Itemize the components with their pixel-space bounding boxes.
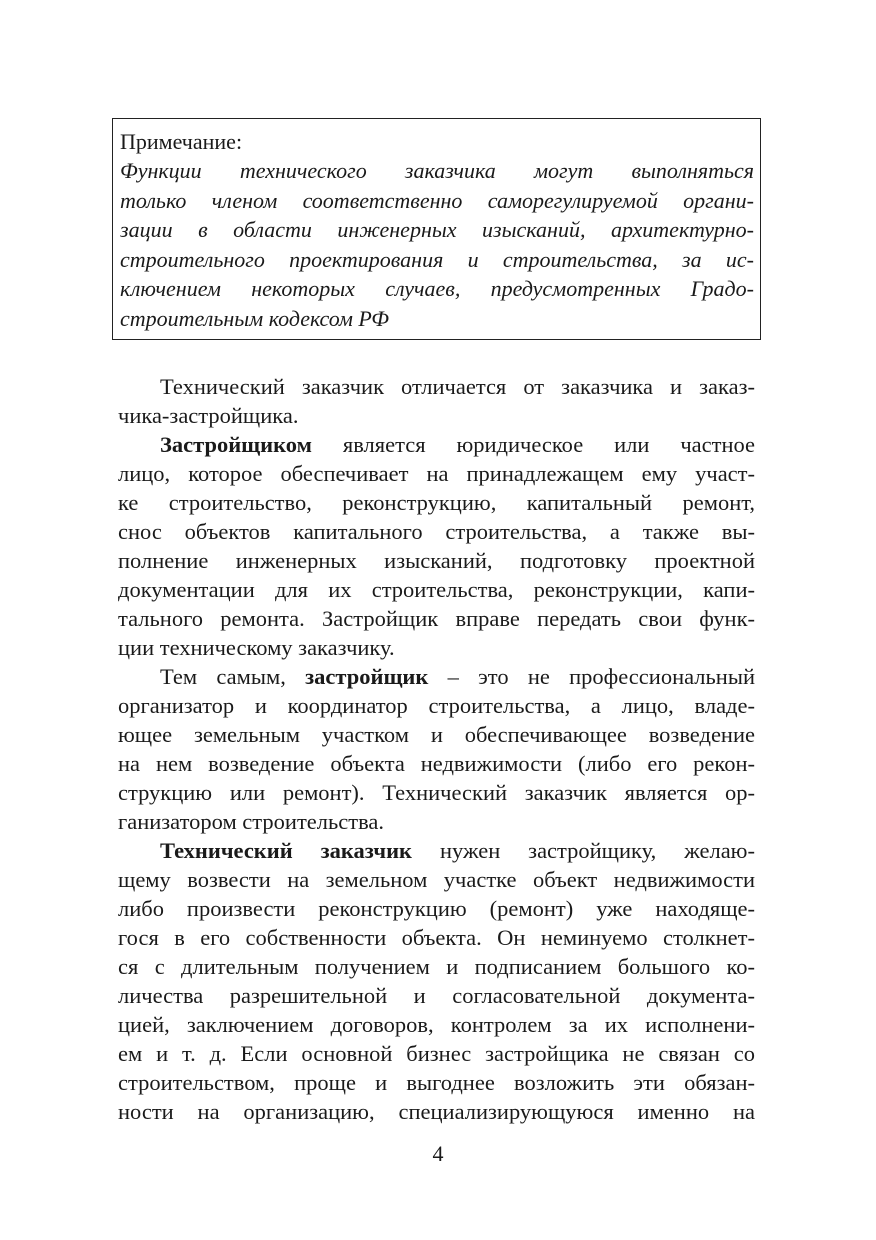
- note-line: зации в области инженерных изысканий, архитектурно-: [120, 217, 754, 242]
- text-line: ся с длительным получением и подписанием большого ко-: [118, 954, 755, 979]
- note-box: [112, 118, 761, 340]
- text-line: снос объектов капитального строительства, а также вы-: [118, 519, 755, 544]
- text-line: ции техническому заказчику.: [118, 635, 395, 660]
- term-zastroyshchikom: Застройщиком: [160, 432, 312, 457]
- text-line: документации для их строительства, реконструкции, капи-: [118, 577, 755, 602]
- text-line: щему возвести на земельном участке объект недвижимости: [118, 867, 755, 892]
- text-line: чика-застройщика.: [118, 403, 299, 428]
- text-line: на нем возведение объекта недвижимости (либо его рекон-: [118, 751, 755, 776]
- paragraph-2: [118, 430, 755, 662]
- note-line: Функции технического заказчика могут выполняться: [120, 158, 754, 183]
- text-line: [118, 430, 755, 459]
- note-line: строительного проектирования и строительства, за ис-: [120, 246, 754, 272]
- text-line: ганизатором строительства.: [118, 809, 385, 834]
- text-span: Тем самым,: [160, 664, 306, 689]
- text-line: струкцию или ремонт). Технический заказчик является ор-: [118, 780, 755, 805]
- text-line: гося в его собственности объекта. Он неминуемо столкнет-: [118, 925, 755, 950]
- text-line: организатор и координатор строительства, а лицо, владе-: [118, 693, 755, 718]
- text-line: строительством, проще и выгоднее возложить эти обязан-: [118, 1070, 755, 1095]
- body-text: [118, 372, 755, 1126]
- text-line: Технический заказчик отличается от заказчика и заказ-: [160, 374, 755, 399]
- text-line: полнение инженерных изысканий, подготовку проектной: [118, 548, 755, 573]
- text-line: ности на организацию, специализирующуюся именно на: [118, 1099, 755, 1124]
- text-line: ем и т. д. Если основной бизнес застройщика не связан со: [118, 1041, 755, 1066]
- note-title: Примечание:: [120, 129, 243, 154]
- paragraph-4: [118, 836, 755, 1126]
- term-tekhnicheskiy-zakazchik: Технический заказчик: [160, 838, 413, 863]
- text-line: личества разрешительной и согласовательной документа-: [118, 983, 755, 1008]
- text-span: – это не профессиональный: [428, 664, 755, 689]
- text-line: [118, 662, 755, 691]
- paragraph-1: [118, 372, 755, 430]
- note-line: только членом соответственно саморегулируемой органи-: [120, 187, 754, 213]
- text-line: [118, 836, 755, 865]
- note-text: [120, 156, 754, 333]
- text-line: ке строительство, реконструкцию, капитальный ремонт,: [118, 490, 755, 515]
- text-line: либо произвести реконструкцию (ремонт) уже находяще-: [118, 896, 755, 921]
- text-line: цией, заключением договоров, контролем за их исполнени-: [118, 1012, 755, 1037]
- term-zastroyshchik: застройщик: [305, 664, 429, 689]
- note-line: строительным кодексом РФ: [120, 305, 389, 331]
- note-line: ключением некоторых случаев, предусмотренных Градо-: [120, 276, 754, 301]
- paragraph-3: [118, 662, 755, 836]
- text-line: тального ремонта. Застройщик вправе передать свои функ-: [118, 606, 755, 631]
- text-span: является юридическое или частное: [311, 432, 755, 457]
- text-span: нужен застройщику, желаю-: [412, 838, 755, 863]
- text-line: лицо, которое обеспечивает на принадлежащем ему участ-: [118, 461, 755, 486]
- page-number: 4: [432, 1141, 444, 1166]
- text-line: ющее земельным участком и обеспечивающее возведение: [118, 722, 755, 747]
